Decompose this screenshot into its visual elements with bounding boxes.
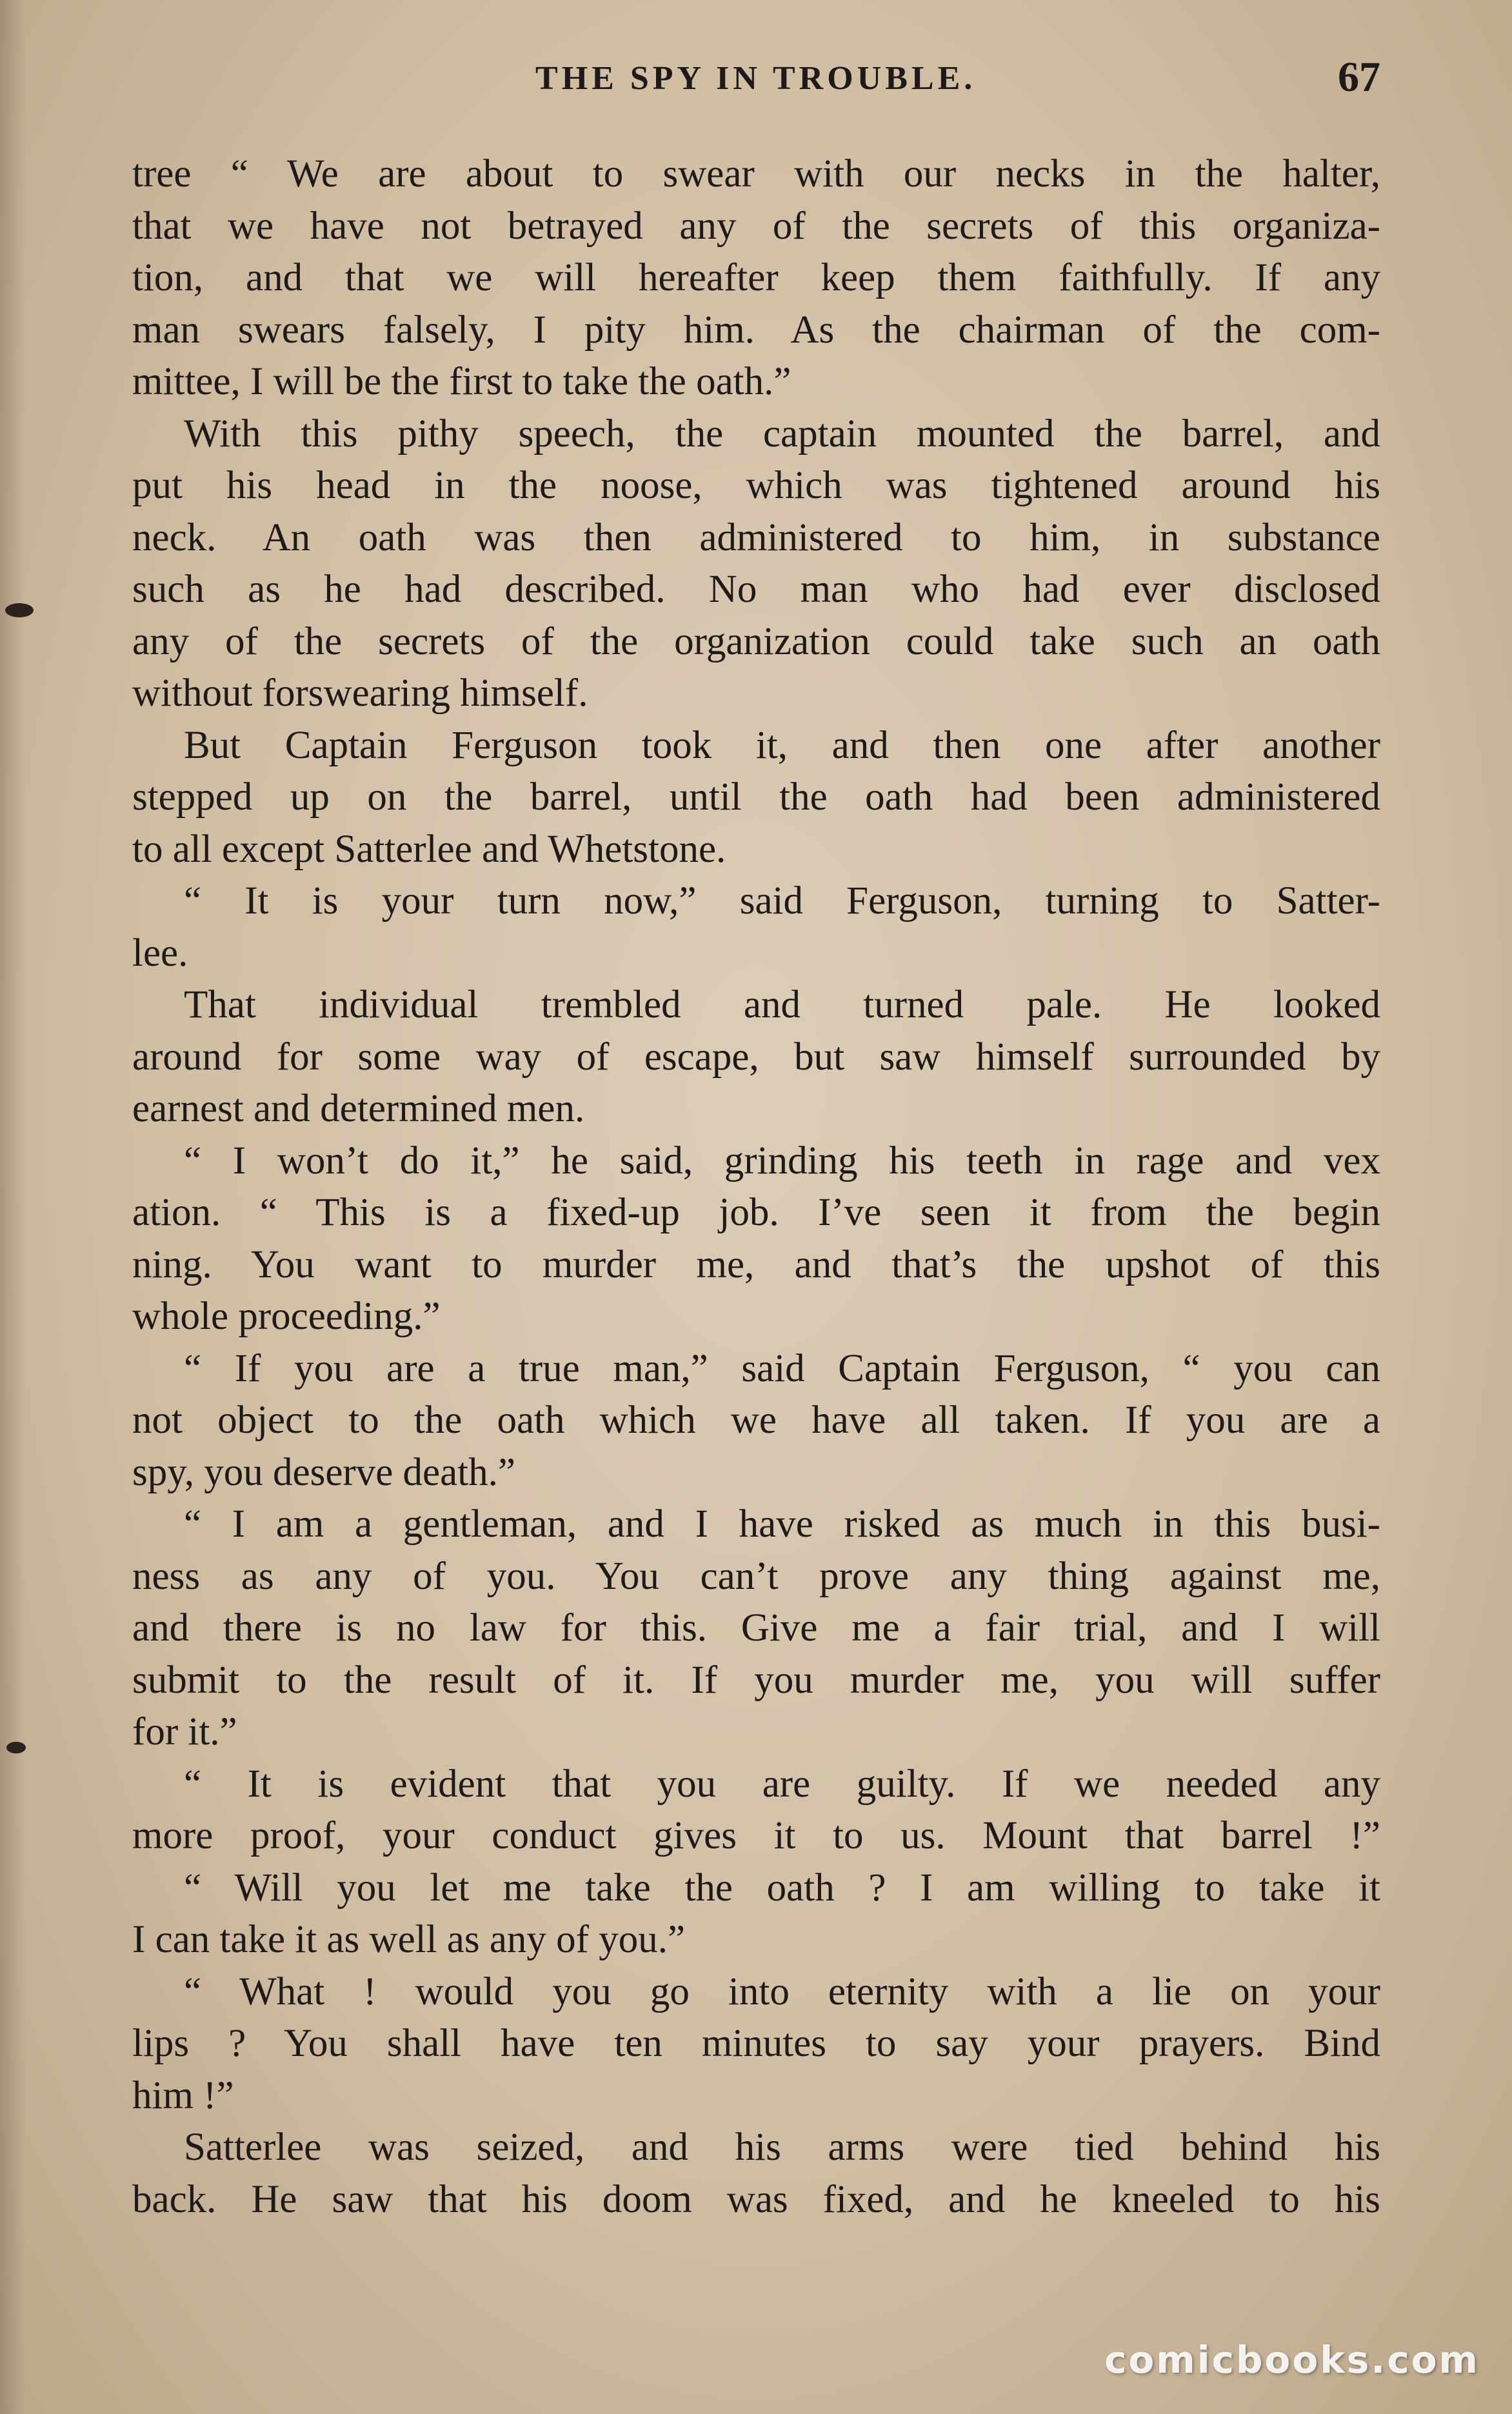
text-line: Satterlee was seized, and his arms were tied behind his — [184, 2126, 1380, 2169]
text-line: any of the secrets of the organization could take such an oath — [132, 619, 1380, 663]
text-line: without forswearing himself. — [132, 672, 588, 715]
text-line: whole proceeding.” — [132, 1295, 441, 1338]
text-line: man swears falsely, I pity him. As the chairman of the com- — [132, 308, 1380, 352]
text-line: put his head in the noose, which was tightened around his — [132, 464, 1380, 507]
text-line: for it.” — [132, 1710, 237, 1753]
text-line: ning. You want to murder me, and that’s the upshot of this — [132, 1242, 1380, 1286]
text-line: “ What ! would you go into eternity with a lie on your — [184, 1970, 1380, 2013]
page-header — [129, 53, 1380, 105]
text-line: him !” — [132, 2073, 234, 2117]
text-line: tion, and that we will hereafter keep them faithfully. If any — [132, 256, 1380, 299]
text-line: I can take it as well as any of you.” — [132, 1918, 686, 1961]
watermark: comicbooks.com — [1104, 2338, 1480, 2382]
text-line: But Captain Ferguson took it, and then one after another — [184, 723, 1380, 767]
text-line: “ If you are a true man,” said Captain Ferguson, “ you can — [184, 1346, 1380, 1390]
text-line: spy, you deserve death.” — [132, 1450, 515, 1494]
text-line: tree “ We are about to swear with our necks in the halter, — [132, 152, 1380, 195]
body-text — [132, 148, 1380, 2226]
text-line: around for some way of escape, but saw himself surrounded by — [132, 1035, 1380, 1079]
text-line: that we have not betrayed any of the secrets of this organiza- — [132, 204, 1380, 248]
text-line: submit to the result of it. If you murder me, you will suffer — [132, 1658, 1380, 1702]
text-line: mittee, I will be the first to take the oath.” — [132, 360, 791, 403]
page-edge-shadow — [0, 0, 26, 2414]
text-line: more proof, your conduct gives it to us. Mount that barrel !” — [132, 1814, 1380, 1857]
text-line: That individual trembled and turned pale. He looked — [184, 983, 1380, 1026]
ink-blot — [6, 1742, 26, 1753]
text-line: “ I am a gentleman, and I have risked as much in this busi- — [184, 1502, 1380, 1546]
text-line: stepped up on the barrel, until the oath had been administered — [132, 775, 1380, 819]
text-line: back. He saw that his doom was fixed, and he kneeled to his — [132, 2177, 1380, 2221]
text-line: lips ? You shall have ten minutes to say your prayers. Bind — [132, 2022, 1380, 2065]
running-head: THE SPY IN TROUBLE. — [535, 60, 977, 97]
text-line: and there is no law for this. Give me a fair trial, and I will — [132, 1606, 1380, 1650]
text-line: earnest and determined men. — [132, 1087, 585, 1130]
text-line: “ It is your turn now,” said Ferguson, turning to Satter- — [184, 879, 1380, 923]
text-line: to all except Satterlee and Whetstone. — [132, 827, 726, 871]
text-line: With this pithy speech, the captain mounted the barrel, and — [184, 412, 1380, 455]
text-line: lee. — [132, 931, 188, 975]
text-line: ation. “ This is a fixed-up job. I’ve seen it from the begin — [132, 1191, 1380, 1234]
text-line: not object to the oath which we have all taken. If you are a — [132, 1399, 1380, 1442]
text-line: ness as any of you. You can’t prove any thing against me, — [132, 1554, 1380, 1598]
text-line: “ It is evident that you are guilty. If we needed any — [184, 1762, 1380, 1806]
text-line: neck. An oath was then administered to him, in substance — [132, 515, 1380, 559]
page-number: 67 — [1338, 54, 1380, 101]
text-line: “ Will you let me take the oath ? I am willing to take it — [184, 1866, 1380, 1910]
text-line: “ I won’t do it,” he said, grinding his teeth in rage and vex — [184, 1139, 1380, 1182]
ink-blot — [5, 603, 34, 617]
text-line: such as he had described. No man who had ever disclosed — [132, 568, 1380, 611]
